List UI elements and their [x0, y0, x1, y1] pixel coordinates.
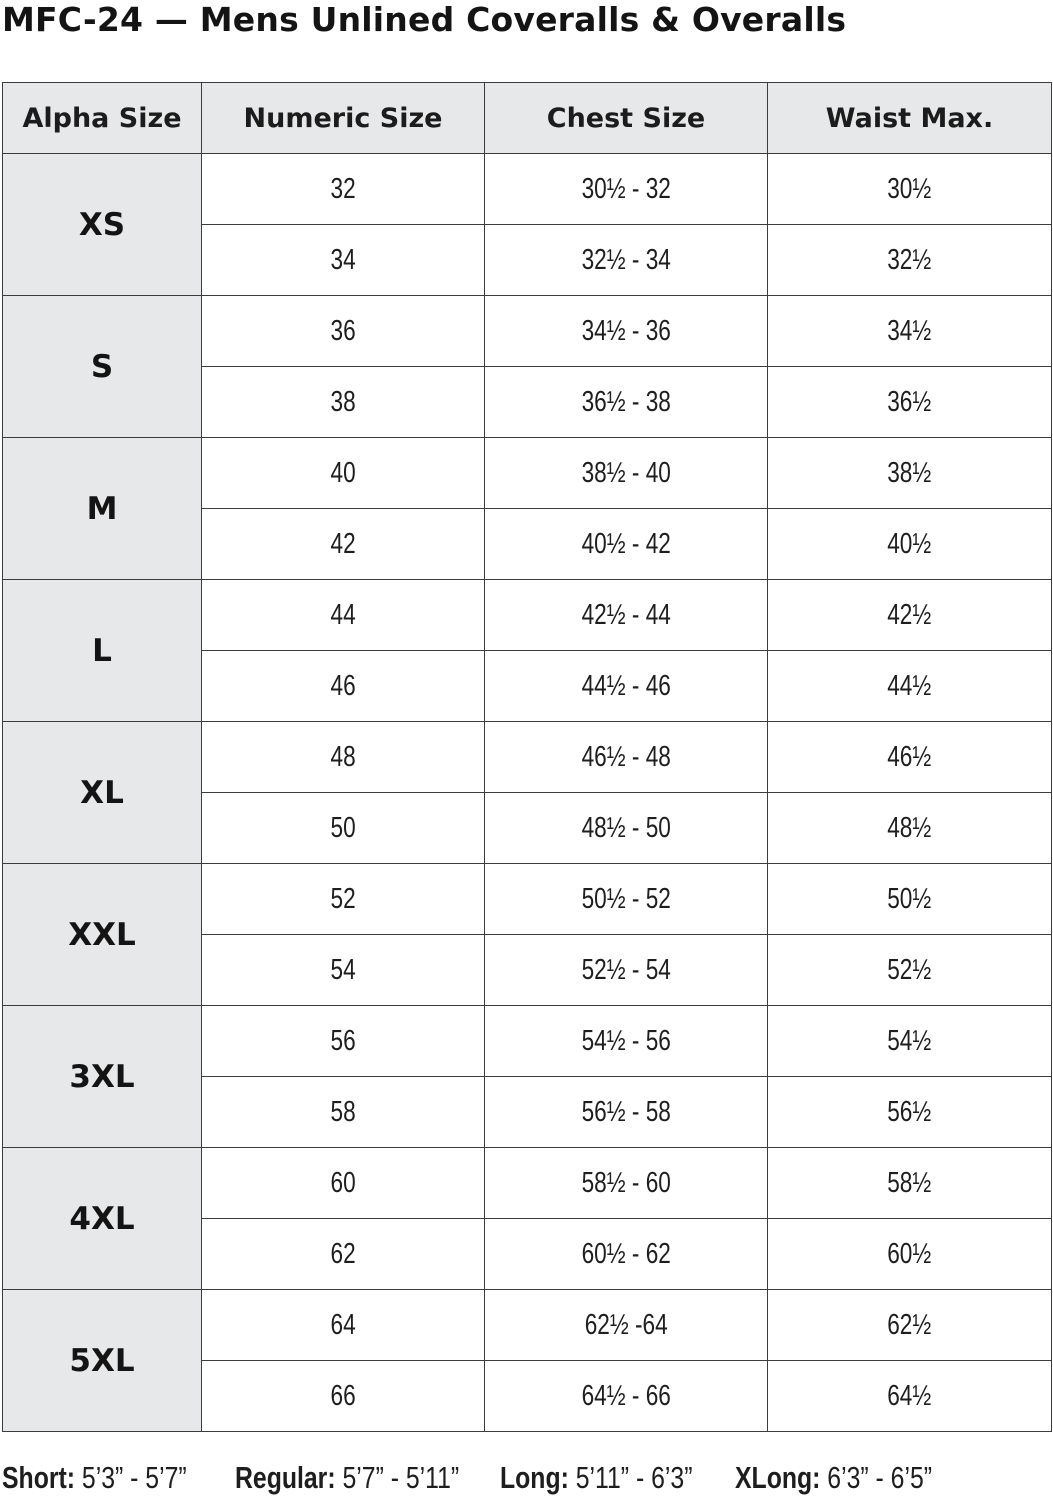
- length-short: [2, 1456, 187, 1500]
- chest-size-cell: 52½ - 54: [485, 935, 768, 1006]
- header-alpha-size: Alpha Size: [3, 83, 202, 154]
- numeric-size-cell: 48: [202, 722, 485, 793]
- chest-size-cell: 56½ - 58: [485, 1077, 768, 1148]
- chest-size-cell: 50½ - 52: [485, 864, 768, 935]
- numeric-size-cell: 32: [202, 154, 485, 225]
- numeric-size-cell: 52: [202, 864, 485, 935]
- table-row: [3, 722, 1052, 793]
- table-row: [3, 154, 1052, 225]
- chest-size-cell: 46½ - 48: [485, 722, 768, 793]
- alpha-size-cell: 3XL: [3, 1006, 202, 1148]
- chest-size-cell: 44½ - 46: [485, 651, 768, 722]
- numeric-size-cell: 42: [202, 509, 485, 580]
- length-regular-value: 5’7” - 5’11”: [335, 1460, 460, 1495]
- table-row: [3, 1148, 1052, 1219]
- chest-size-cell: 40½ - 42: [485, 509, 768, 580]
- table-row: [3, 864, 1052, 935]
- chest-size-cell: 36½ - 38: [485, 367, 768, 438]
- length-regular-label: Regular:: [235, 1460, 336, 1495]
- waist-max-cell: 52½: [768, 935, 1052, 1006]
- numeric-size-cell: 44: [202, 580, 485, 651]
- waist-max-cell: 30½: [768, 154, 1052, 225]
- numeric-size-cell: 34: [202, 225, 485, 296]
- page-title: MFC-24 — Mens Unlined Coveralls & Overalls: [2, 0, 847, 39]
- chest-size-cell: 34½ - 36: [485, 296, 768, 367]
- table-row: [3, 1290, 1052, 1361]
- chest-size-cell: 64½ - 66: [485, 1361, 768, 1432]
- length-xlong: [735, 1456, 932, 1500]
- waist-max-cell: 32½: [768, 225, 1052, 296]
- waist-max-cell: 48½: [768, 793, 1052, 864]
- numeric-size-cell: 64: [202, 1290, 485, 1361]
- header-waist-max: Waist Max.: [768, 83, 1052, 154]
- table-header-row: [3, 83, 1052, 154]
- length-long-label: Long:: [500, 1460, 569, 1495]
- length-long: [500, 1456, 692, 1500]
- alpha-size-cell: S: [3, 296, 202, 438]
- waist-max-cell: 36½: [768, 367, 1052, 438]
- table-row: [3, 1006, 1052, 1077]
- table-row: [3, 580, 1052, 651]
- numeric-size-cell: 60: [202, 1148, 485, 1219]
- chest-size-cell: 32½ - 34: [485, 225, 768, 296]
- alpha-size-cell: XL: [3, 722, 202, 864]
- size-chart-table: [2, 82, 1052, 1432]
- numeric-size-cell: 58: [202, 1077, 485, 1148]
- header-numeric-size: Numeric Size: [202, 83, 485, 154]
- waist-max-cell: 56½: [768, 1077, 1052, 1148]
- length-xlong-value: 6’3” - 6’5”: [820, 1460, 933, 1495]
- alpha-size-cell: 5XL: [3, 1290, 202, 1432]
- table-row: [3, 296, 1052, 367]
- waist-max-cell: 34½: [768, 296, 1052, 367]
- numeric-size-cell: 40: [202, 438, 485, 509]
- chest-size-cell: 62½ -64: [485, 1290, 768, 1361]
- waist-max-cell: 58½: [768, 1148, 1052, 1219]
- length-xlong-label: XLong:: [735, 1460, 821, 1495]
- waist-max-cell: 50½: [768, 864, 1052, 935]
- numeric-size-cell: 56: [202, 1006, 485, 1077]
- numeric-size-cell: 62: [202, 1219, 485, 1290]
- numeric-size-cell: 50: [202, 793, 485, 864]
- alpha-size-cell: XXL: [3, 864, 202, 1006]
- length-long-value: 5’11” - 6’3”: [568, 1460, 693, 1495]
- length-legend: [0, 1456, 1053, 1500]
- table-row: [3, 438, 1052, 509]
- alpha-size-cell: XS: [3, 154, 202, 296]
- numeric-size-cell: 46: [202, 651, 485, 722]
- header-chest-size: Chest Size: [485, 83, 768, 154]
- chest-size-cell: 42½ - 44: [485, 580, 768, 651]
- waist-max-cell: 64½: [768, 1361, 1052, 1432]
- numeric-size-cell: 66: [202, 1361, 485, 1432]
- length-regular: [235, 1456, 459, 1500]
- waist-max-cell: 42½: [768, 580, 1052, 651]
- waist-max-cell: 54½: [768, 1006, 1052, 1077]
- length-short-value: 5’3” - 5’7”: [75, 1460, 187, 1495]
- chest-size-cell: 58½ - 60: [485, 1148, 768, 1219]
- waist-max-cell: 46½: [768, 722, 1052, 793]
- alpha-size-cell: M: [3, 438, 202, 580]
- waist-max-cell: 38½: [768, 438, 1052, 509]
- waist-max-cell: 40½: [768, 509, 1052, 580]
- alpha-size-cell: 4XL: [3, 1148, 202, 1290]
- numeric-size-cell: 36: [202, 296, 485, 367]
- chest-size-cell: 60½ - 62: [485, 1219, 768, 1290]
- alpha-size-cell: L: [3, 580, 202, 722]
- numeric-size-cell: 38: [202, 367, 485, 438]
- chest-size-cell: 54½ - 56: [485, 1006, 768, 1077]
- length-short-label: Short:: [2, 1460, 76, 1495]
- numeric-size-cell: 54: [202, 935, 485, 1006]
- waist-max-cell: 62½: [768, 1290, 1052, 1361]
- waist-max-cell: 44½: [768, 651, 1052, 722]
- waist-max-cell: 60½: [768, 1219, 1052, 1290]
- chest-size-cell: 38½ - 40: [485, 438, 768, 509]
- chest-size-cell: 48½ - 50: [485, 793, 768, 864]
- chest-size-cell: 30½ - 32: [485, 154, 768, 225]
